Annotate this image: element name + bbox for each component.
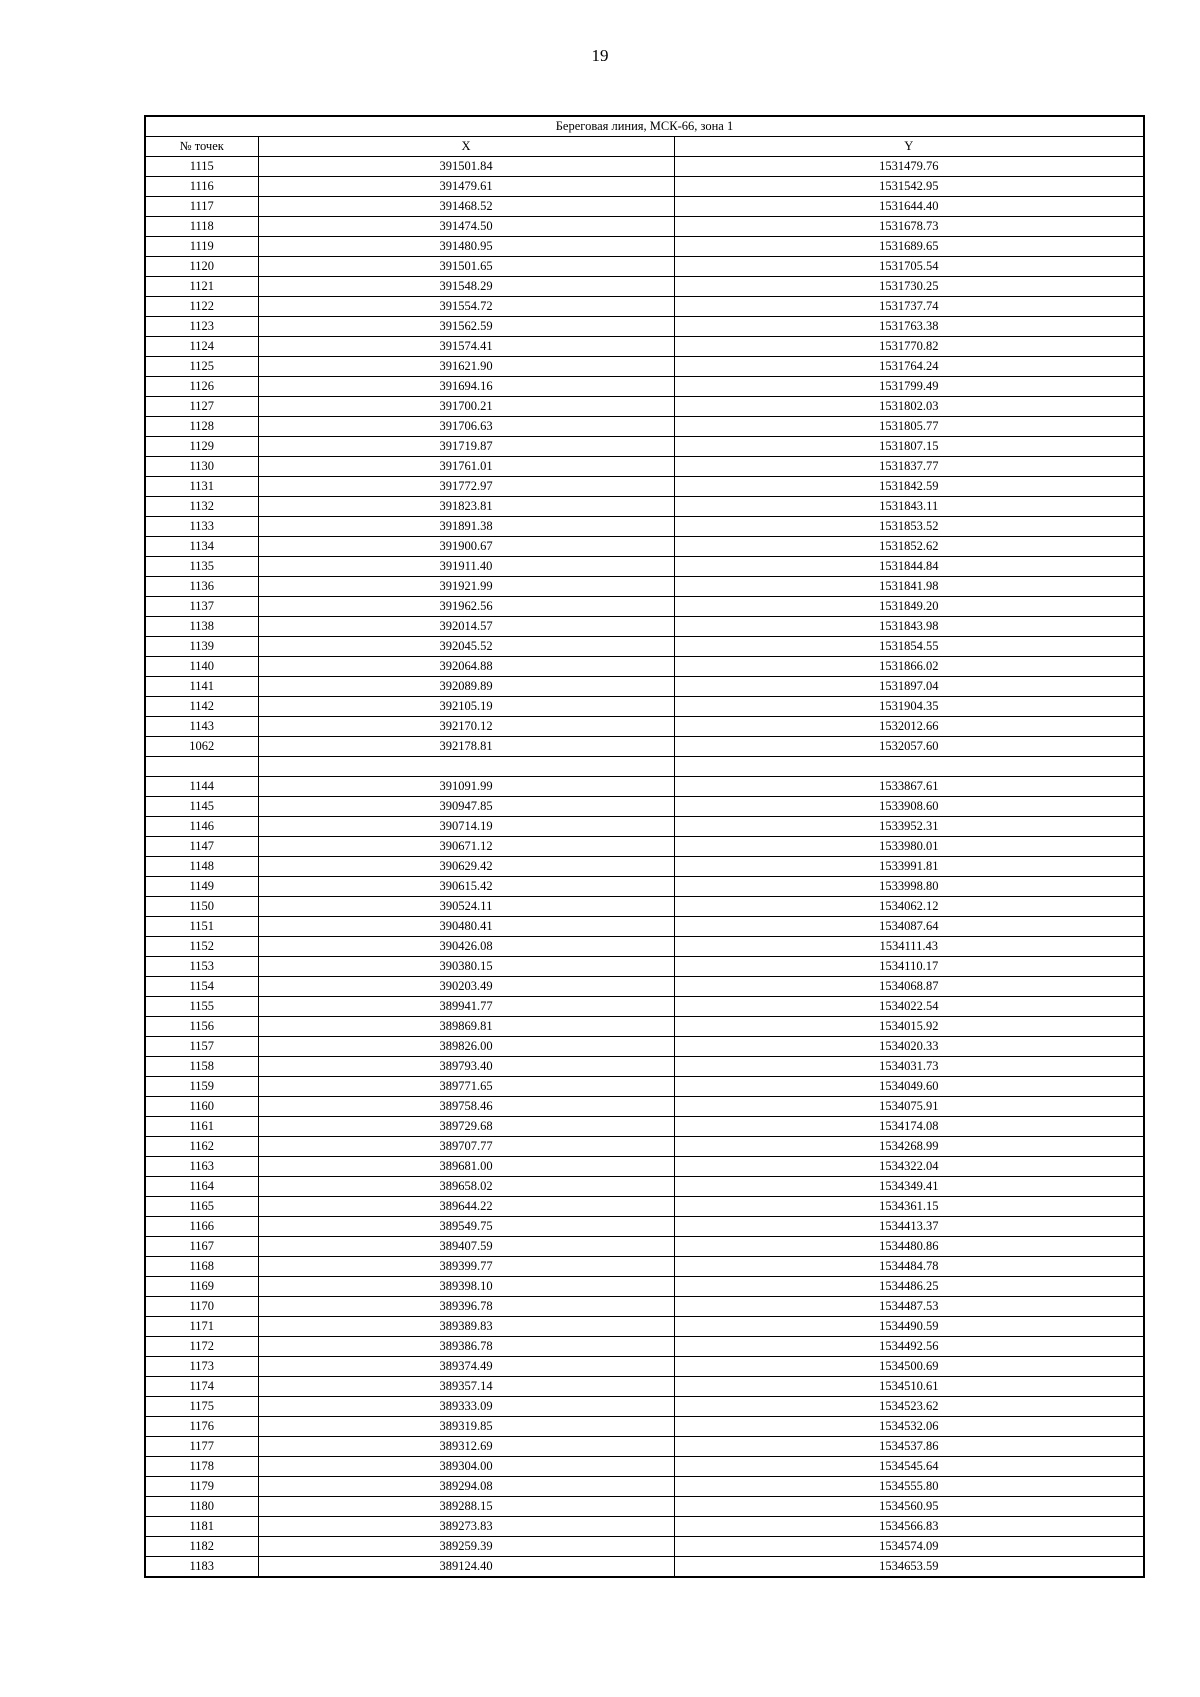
table-row — [145, 1237, 1144, 1257]
table-row — [145, 1357, 1144, 1377]
table-row — [145, 257, 1144, 277]
point-number-cell: 1140 — [145, 657, 258, 677]
x-cell: 392045.52 — [258, 637, 674, 657]
x-cell: 391891.38 — [258, 517, 674, 537]
table-row — [145, 1417, 1144, 1437]
x-cell: 389386.78 — [258, 1337, 674, 1357]
point-number-cell: 1123 — [145, 317, 258, 337]
table-row — [145, 857, 1144, 877]
point-number-cell: 1152 — [145, 937, 258, 957]
page-number: 19 — [591, 46, 609, 65]
y-cell: 1531844.84 — [674, 557, 1144, 577]
x-cell: 389407.59 — [258, 1237, 674, 1257]
x-cell: 389124.40 — [258, 1557, 674, 1578]
point-number-cell — [145, 757, 258, 777]
y-cell: 1534111.43 — [674, 937, 1144, 957]
point-number-cell: 1127 — [145, 397, 258, 417]
x-cell: 389294.08 — [258, 1477, 674, 1497]
x-cell: 391474.50 — [258, 217, 674, 237]
y-cell: 1534500.69 — [674, 1357, 1144, 1377]
point-number-cell: 1143 — [145, 717, 258, 737]
y-cell: 1534486.25 — [674, 1277, 1144, 1297]
point-number-cell: 1119 — [145, 237, 258, 257]
x-cell: 389396.78 — [258, 1297, 674, 1317]
table-row — [145, 357, 1144, 377]
x-cell: 390615.42 — [258, 877, 674, 897]
table-row — [145, 557, 1144, 577]
point-number-cell: 1115 — [145, 157, 258, 177]
x-cell: 392014.57 — [258, 617, 674, 637]
table-row — [145, 1477, 1144, 1497]
table-row — [145, 737, 1144, 757]
x-cell: 391719.87 — [258, 437, 674, 457]
point-number-cell: 1130 — [145, 457, 258, 477]
table-row — [145, 577, 1144, 597]
table-row — [145, 457, 1144, 477]
point-number-cell: 1149 — [145, 877, 258, 897]
point-number-cell: 1168 — [145, 1257, 258, 1277]
point-number-cell: 1159 — [145, 1077, 258, 1097]
x-cell: 392178.81 — [258, 737, 674, 757]
header-x: X — [258, 137, 674, 157]
table-row — [145, 797, 1144, 817]
table-row — [145, 397, 1144, 417]
x-cell: 389288.15 — [258, 1497, 674, 1517]
table-row — [145, 1337, 1144, 1357]
y-cell: 1533908.60 — [674, 797, 1144, 817]
table-body — [145, 157, 1144, 1578]
table-row — [145, 317, 1144, 337]
y-cell: 1531542.95 — [674, 177, 1144, 197]
table-row — [145, 537, 1144, 557]
table-row — [145, 1377, 1144, 1397]
y-cell: 1533867.61 — [674, 777, 1144, 797]
x-cell: 389273.83 — [258, 1517, 674, 1537]
y-cell: 1534653.59 — [674, 1557, 1144, 1578]
point-number-cell: 1172 — [145, 1337, 258, 1357]
y-cell: 1534487.53 — [674, 1297, 1144, 1317]
x-cell: 389259.39 — [258, 1537, 674, 1557]
table-row — [145, 597, 1144, 617]
table-row — [145, 377, 1144, 397]
table-row — [145, 757, 1144, 777]
x-cell: 391700.21 — [258, 397, 674, 417]
y-cell: 1534413.37 — [674, 1217, 1144, 1237]
point-number-cell: 1142 — [145, 697, 258, 717]
x-cell: 391574.41 — [258, 337, 674, 357]
table-row — [145, 497, 1144, 517]
point-number-cell: 1173 — [145, 1357, 258, 1377]
table-row — [145, 1277, 1144, 1297]
y-cell: 1534523.62 — [674, 1397, 1144, 1417]
x-cell: 391621.90 — [258, 357, 674, 377]
y-cell: 1534322.04 — [674, 1157, 1144, 1177]
table-row — [145, 977, 1144, 997]
y-cell: 1534480.86 — [674, 1237, 1144, 1257]
table-row — [145, 677, 1144, 697]
y-cell: 1531689.65 — [674, 237, 1144, 257]
y-cell: 1534075.91 — [674, 1097, 1144, 1117]
x-cell: 391694.16 — [258, 377, 674, 397]
y-cell: 1534566.83 — [674, 1517, 1144, 1537]
x-cell: 389758.46 — [258, 1097, 674, 1117]
x-cell: 389771.65 — [258, 1077, 674, 1097]
x-cell: 389707.77 — [258, 1137, 674, 1157]
table-row — [145, 277, 1144, 297]
point-number-cell: 1183 — [145, 1557, 258, 1578]
table-row — [145, 1437, 1144, 1457]
point-number-cell: 1171 — [145, 1317, 258, 1337]
table-row — [145, 1537, 1144, 1557]
x-cell: 390480.41 — [258, 917, 674, 937]
x-cell: 391501.84 — [258, 157, 674, 177]
table-row — [145, 477, 1144, 497]
y-cell: 1531479.76 — [674, 157, 1144, 177]
x-cell: 392105.19 — [258, 697, 674, 717]
y-cell: 1534510.61 — [674, 1377, 1144, 1397]
x-cell: 389658.02 — [258, 1177, 674, 1197]
y-cell: 1531763.38 — [674, 317, 1144, 337]
y-cell: 1534049.60 — [674, 1077, 1144, 1097]
point-number-cell: 1160 — [145, 1097, 258, 1117]
y-cell: 1531897.04 — [674, 677, 1144, 697]
header-point-number: № точек — [145, 137, 258, 157]
x-cell: 392089.89 — [258, 677, 674, 697]
table-row — [145, 877, 1144, 897]
point-number-cell: 1132 — [145, 497, 258, 517]
x-cell: 389333.09 — [258, 1397, 674, 1417]
table-row — [145, 1097, 1144, 1117]
table-row — [145, 1117, 1144, 1137]
point-number-cell: 1122 — [145, 297, 258, 317]
table-row — [145, 1037, 1144, 1057]
point-number-cell: 1163 — [145, 1157, 258, 1177]
y-cell: 1534110.17 — [674, 957, 1144, 977]
table-row — [145, 837, 1144, 857]
x-cell: 391480.95 — [258, 237, 674, 257]
point-number-cell: 1145 — [145, 797, 258, 817]
table-row — [145, 657, 1144, 677]
x-cell: 391706.63 — [258, 417, 674, 437]
x-cell: 391921.99 — [258, 577, 674, 597]
y-cell: 1531852.62 — [674, 537, 1144, 557]
y-cell: 1534349.41 — [674, 1177, 1144, 1197]
table-row — [145, 1197, 1144, 1217]
x-cell: 389399.77 — [258, 1257, 674, 1277]
table-row — [145, 917, 1144, 937]
x-cell: 390671.12 — [258, 837, 674, 857]
point-number-cell: 1135 — [145, 557, 258, 577]
point-number-cell: 1129 — [145, 437, 258, 457]
y-cell: 1531799.49 — [674, 377, 1144, 397]
x-cell: 389319.85 — [258, 1417, 674, 1437]
point-number-cell: 1157 — [145, 1037, 258, 1057]
point-number-cell: 1118 — [145, 217, 258, 237]
y-cell: 1534545.64 — [674, 1457, 1144, 1477]
point-number-cell: 1128 — [145, 417, 258, 437]
y-cell: 1532057.60 — [674, 737, 1144, 757]
y-cell: 1531853.52 — [674, 517, 1144, 537]
x-cell: 391761.01 — [258, 457, 674, 477]
y-cell: 1531678.73 — [674, 217, 1144, 237]
point-number-cell: 1174 — [145, 1377, 258, 1397]
point-number-cell: 1167 — [145, 1237, 258, 1257]
point-number-cell: 1121 — [145, 277, 258, 297]
point-number-cell: 1141 — [145, 677, 258, 697]
y-cell: 1533952.31 — [674, 817, 1144, 837]
y-cell: 1534532.06 — [674, 1417, 1144, 1437]
x-cell: 391091.99 — [258, 777, 674, 797]
table-row — [145, 297, 1144, 317]
x-cell: 392064.88 — [258, 657, 674, 677]
x-cell: 389826.00 — [258, 1037, 674, 1057]
y-cell: 1533991.81 — [674, 857, 1144, 877]
point-number-cell: 1120 — [145, 257, 258, 277]
table-row — [145, 1217, 1144, 1237]
y-cell: 1534555.80 — [674, 1477, 1144, 1497]
point-number-cell: 1138 — [145, 617, 258, 637]
y-cell: 1534484.78 — [674, 1257, 1144, 1277]
header-y: Y — [674, 137, 1144, 157]
point-number-cell: 1150 — [145, 897, 258, 917]
y-cell: 1531802.03 — [674, 397, 1144, 417]
x-cell: 391911.40 — [258, 557, 674, 577]
y-cell: 1534087.64 — [674, 917, 1144, 937]
point-number-cell: 1179 — [145, 1477, 258, 1497]
table-row — [145, 1177, 1144, 1197]
table-header-row — [145, 137, 1144, 157]
x-cell: 391823.81 — [258, 497, 674, 517]
x-cell: 391562.59 — [258, 317, 674, 337]
y-cell: 1532012.66 — [674, 717, 1144, 737]
table-row — [145, 237, 1144, 257]
x-cell: 391479.61 — [258, 177, 674, 197]
table-row — [145, 1517, 1144, 1537]
x-cell — [258, 757, 674, 777]
table-row — [145, 1457, 1144, 1477]
point-number-cell: 1165 — [145, 1197, 258, 1217]
x-cell: 391548.29 — [258, 277, 674, 297]
y-cell: 1534020.33 — [674, 1037, 1144, 1057]
y-cell: 1531866.02 — [674, 657, 1144, 677]
point-number-cell: 1178 — [145, 1457, 258, 1477]
x-cell: 391554.72 — [258, 297, 674, 317]
y-cell: 1531843.98 — [674, 617, 1144, 637]
table-row — [145, 1557, 1144, 1578]
point-number-cell: 1124 — [145, 337, 258, 357]
x-cell: 389869.81 — [258, 1017, 674, 1037]
table-row — [145, 437, 1144, 457]
y-cell: 1531644.40 — [674, 197, 1144, 217]
point-number-cell: 1147 — [145, 837, 258, 857]
y-cell: 1534031.73 — [674, 1057, 1144, 1077]
y-cell: 1534268.99 — [674, 1137, 1144, 1157]
y-cell: 1531705.54 — [674, 257, 1144, 277]
point-number-cell: 1154 — [145, 977, 258, 997]
table-row — [145, 197, 1144, 217]
table-row — [145, 997, 1144, 1017]
point-number-cell: 1166 — [145, 1217, 258, 1237]
table-row — [145, 617, 1144, 637]
y-cell: 1531730.25 — [674, 277, 1144, 297]
x-cell: 391900.67 — [258, 537, 674, 557]
coordinates-table — [144, 115, 1145, 1578]
table-row — [145, 637, 1144, 657]
x-cell: 389357.14 — [258, 1377, 674, 1397]
point-number-cell: 1148 — [145, 857, 258, 877]
point-number-cell: 1164 — [145, 1177, 258, 1197]
x-cell: 390947.85 — [258, 797, 674, 817]
point-number-cell: 1116 — [145, 177, 258, 197]
y-cell: 1534022.54 — [674, 997, 1144, 1017]
y-cell: 1533998.80 — [674, 877, 1144, 897]
y-cell: 1531837.77 — [674, 457, 1144, 477]
y-cell: 1531805.77 — [674, 417, 1144, 437]
table-title-row — [145, 116, 1144, 137]
point-number-cell: 1144 — [145, 777, 258, 797]
point-number-cell: 1158 — [145, 1057, 258, 1077]
y-cell: 1534560.95 — [674, 1497, 1144, 1517]
point-number-cell: 1161 — [145, 1117, 258, 1137]
table-row — [145, 937, 1144, 957]
table-row — [145, 1157, 1144, 1177]
y-cell: 1534174.08 — [674, 1117, 1144, 1137]
x-cell: 390524.11 — [258, 897, 674, 917]
x-cell: 391962.56 — [258, 597, 674, 617]
point-number-cell: 1156 — [145, 1017, 258, 1037]
point-number-cell: 1126 — [145, 377, 258, 397]
y-cell: 1533980.01 — [674, 837, 1144, 857]
point-number-cell: 1125 — [145, 357, 258, 377]
point-number-cell: 1117 — [145, 197, 258, 217]
y-cell: 1531849.20 — [674, 597, 1144, 617]
x-cell: 389729.68 — [258, 1117, 674, 1137]
x-cell: 390629.42 — [258, 857, 674, 877]
table-row — [145, 1137, 1144, 1157]
x-cell: 391501.65 — [258, 257, 674, 277]
point-number-cell: 1176 — [145, 1417, 258, 1437]
y-cell: 1531807.15 — [674, 437, 1144, 457]
point-number-cell: 1131 — [145, 477, 258, 497]
y-cell: 1531737.74 — [674, 297, 1144, 317]
y-cell: 1531854.55 — [674, 637, 1144, 657]
point-number-cell: 1175 — [145, 1397, 258, 1417]
x-cell: 391772.97 — [258, 477, 674, 497]
table-row — [145, 217, 1144, 237]
point-number-cell: 1162 — [145, 1137, 258, 1157]
x-cell: 389374.49 — [258, 1357, 674, 1377]
y-cell: 1534361.15 — [674, 1197, 1144, 1217]
point-number-cell: 1062 — [145, 737, 258, 757]
x-cell: 389312.69 — [258, 1437, 674, 1457]
table-title: Береговая линия, МСК-66, зона 1 — [145, 116, 1144, 137]
point-number-cell: 1153 — [145, 957, 258, 977]
table-row — [145, 817, 1144, 837]
point-number-cell: 1170 — [145, 1297, 258, 1317]
x-cell: 389549.75 — [258, 1217, 674, 1237]
table-row — [145, 897, 1144, 917]
x-cell: 392170.12 — [258, 717, 674, 737]
table-row — [145, 157, 1144, 177]
x-cell: 389644.22 — [258, 1197, 674, 1217]
point-number-cell: 1181 — [145, 1517, 258, 1537]
y-cell: 1534574.09 — [674, 1537, 1144, 1557]
y-cell: 1534492.56 — [674, 1337, 1144, 1357]
table-row — [145, 1057, 1144, 1077]
y-cell: 1531764.24 — [674, 357, 1144, 377]
table-row — [145, 337, 1144, 357]
y-cell: 1531770.82 — [674, 337, 1144, 357]
point-number-cell: 1137 — [145, 597, 258, 617]
point-number-cell: 1151 — [145, 917, 258, 937]
x-cell: 390426.08 — [258, 937, 674, 957]
point-number-cell: 1136 — [145, 577, 258, 597]
point-number-cell: 1180 — [145, 1497, 258, 1517]
y-cell: 1534490.59 — [674, 1317, 1144, 1337]
point-number-cell: 1139 — [145, 637, 258, 657]
point-number-cell: 1146 — [145, 817, 258, 837]
table-row — [145, 1017, 1144, 1037]
y-cell: 1531904.35 — [674, 697, 1144, 717]
table-row — [145, 717, 1144, 737]
y-cell: 1531843.11 — [674, 497, 1144, 517]
x-cell: 389681.00 — [258, 1157, 674, 1177]
table-row — [145, 957, 1144, 977]
table-row — [145, 1497, 1144, 1517]
x-cell: 389793.40 — [258, 1057, 674, 1077]
x-cell: 390380.15 — [258, 957, 674, 977]
y-cell: 1534015.92 — [674, 1017, 1144, 1037]
table-row — [145, 777, 1144, 797]
point-number-cell: 1177 — [145, 1437, 258, 1457]
point-number-cell: 1134 — [145, 537, 258, 557]
table-row — [145, 1257, 1144, 1277]
y-cell — [674, 757, 1144, 777]
y-cell: 1531841.98 — [674, 577, 1144, 597]
point-number-cell: 1182 — [145, 1537, 258, 1557]
x-cell: 391468.52 — [258, 197, 674, 217]
table-row — [145, 517, 1144, 537]
table-row — [145, 417, 1144, 437]
y-cell: 1534062.12 — [674, 897, 1144, 917]
y-cell: 1534068.87 — [674, 977, 1144, 997]
point-number-cell: 1169 — [145, 1277, 258, 1297]
x-cell: 389304.00 — [258, 1457, 674, 1477]
y-cell: 1534537.86 — [674, 1437, 1144, 1457]
table-row — [145, 1077, 1144, 1097]
y-cell: 1531842.59 — [674, 477, 1144, 497]
table-row — [145, 1297, 1144, 1317]
x-cell: 389398.10 — [258, 1277, 674, 1297]
x-cell: 389389.83 — [258, 1317, 674, 1337]
table-row — [145, 1317, 1144, 1337]
x-cell: 390714.19 — [258, 817, 674, 837]
table-row — [145, 177, 1144, 197]
table-row — [145, 697, 1144, 717]
point-number-cell: 1155 — [145, 997, 258, 1017]
x-cell: 390203.49 — [258, 977, 674, 997]
table-row — [145, 1397, 1144, 1417]
point-number-cell: 1133 — [145, 517, 258, 537]
x-cell: 389941.77 — [258, 997, 674, 1017]
